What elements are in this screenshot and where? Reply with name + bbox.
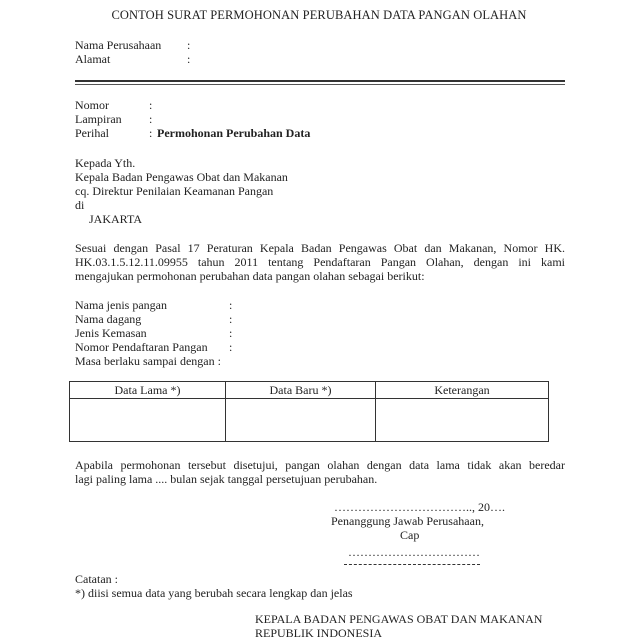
field-label-nomor-pendaftaran: Nomor Pendaftaran Pangan bbox=[75, 340, 208, 354]
nomor-label: Nomor bbox=[75, 98, 109, 112]
company-address-colon: : bbox=[187, 52, 191, 66]
closing-line-2: lagi paling lama .... bulan sejak tanggal persetujuan perubahan. bbox=[75, 472, 378, 486]
field-colon: : bbox=[229, 340, 233, 354]
signature-stamp: Cap bbox=[400, 528, 420, 542]
table-header-data-baru: Data Baru *) bbox=[226, 382, 376, 399]
table-row bbox=[70, 399, 549, 442]
lampiran-label: Lampiran bbox=[75, 112, 122, 126]
letterhead-rule-thin bbox=[75, 84, 565, 85]
field-label-masa-berlaku: Masa berlaku sampai dengan : bbox=[75, 354, 221, 368]
field-label-nama-dagang: Nama dagang bbox=[75, 312, 142, 326]
notes-label: Catatan : bbox=[75, 572, 118, 586]
field-colon: : bbox=[229, 326, 233, 340]
body-line-1: Sesuai dengan Pasal 17 Peraturan Kepala Badan Pengawas Obat dan Makanan, Nomor HK. bbox=[75, 241, 565, 255]
nomor-colon: : bbox=[149, 98, 153, 112]
body-line-3: mengajukan permohonan perubahan data pangan olahan sebagai berikut: bbox=[75, 269, 425, 283]
addressee-greeting: Kepada Yth. bbox=[75, 156, 136, 170]
lampiran-colon: : bbox=[149, 112, 153, 126]
closing-line-1: Apabila permohonan tersebut disetujui, pangan olahan dengan data lama tidak akan beredar bbox=[75, 458, 565, 472]
company-name-colon: : bbox=[187, 38, 191, 52]
table-cell-keterangan[interactable] bbox=[376, 399, 549, 442]
field-colon: : bbox=[229, 312, 233, 326]
letterhead-rule-thick bbox=[75, 80, 565, 82]
signature-name-line: …………………………… bbox=[348, 545, 480, 559]
field-label-jenis-kemasan: Jenis Kemasan bbox=[75, 326, 147, 340]
table-cell-data-lama[interactable] bbox=[70, 399, 226, 442]
document-title: CONTOH SURAT PERMOHONAN PERUBAHAN DATA PANGAN OLAHAN bbox=[111, 8, 527, 22]
addressee-agency: Kepala Badan Pengawas Obat dan Makanan bbox=[75, 170, 288, 184]
table-header-data-lama: Data Lama *) bbox=[70, 382, 226, 399]
table-header-row bbox=[70, 382, 549, 399]
table-header-keterangan: Keterangan bbox=[376, 382, 549, 399]
addressee-city: JAKARTA bbox=[89, 212, 142, 226]
perihal-label: Perihal bbox=[75, 126, 109, 140]
change-data-table bbox=[69, 381, 549, 442]
notes-item: *) diisi semua data yang berubah secara lengkap dan jelas bbox=[75, 586, 353, 600]
company-address-label: Alamat bbox=[75, 52, 111, 66]
company-name-label: Nama Perusahaan bbox=[75, 38, 162, 52]
body-line-2: HK.03.1.5.12.11.09955 tahun 2011 tentang Pendaftaran Pangan Olahan, dengan ini kami bbox=[75, 255, 565, 269]
footer-agency-line-1: KEPALA BADAN PENGAWAS OBAT DAN MAKANAN bbox=[255, 612, 543, 626]
table-cell-data-baru[interactable] bbox=[226, 399, 376, 442]
addressee-di: di bbox=[75, 198, 85, 212]
signature-role: Penanggung Jawab Perusahaan, bbox=[331, 514, 484, 528]
signature-place-date: …………………………….., 20…. bbox=[334, 500, 505, 514]
field-label-jenis-pangan: Nama jenis pangan bbox=[75, 298, 167, 312]
footer-agency-line-2: REPUBLIK INDONESIA bbox=[255, 626, 382, 640]
field-colon: : bbox=[229, 298, 233, 312]
perihal-value: Permohonan Perubahan Data bbox=[157, 126, 311, 140]
signature-divider bbox=[344, 564, 480, 565]
addressee-directorate: cq. Direktur Penilaian Keamanan Pangan bbox=[75, 184, 274, 198]
perihal-colon: : bbox=[149, 126, 153, 140]
